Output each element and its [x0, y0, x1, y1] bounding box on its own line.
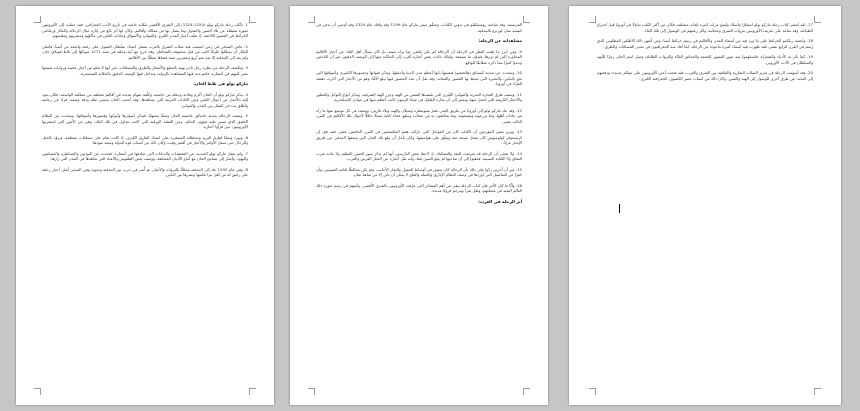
margin-corner-mark [34, 388, 41, 395]
paragraph: 11. ويصف طرق التجارة البحرية والموانئ الكبرى التي تقصدها السفن من الهند وجزر الهند الشرقية، ويذكر أنواع التوابل والعطور والأحجار الكريمة التي تُحمل منها، ويشير إلى أن تجارة الفلفل في ميناء الزيتون كانت أعظم منها في موانئ الإسكندرية. [316, 91, 522, 102]
paragraph: 12. وقد عاد ماركو بولو إلى أوروبا عن طريق البحر، فمرّ بسومطرة وسيلان والهند وبلاد فارس، ووصف في كل موضع منها ما رآه من عادات أهلها، وما يزرعونه ويصنعونه، وما يتعاملون به من عملات وسلع، فجاء كتابه سجلًا حافلًا لأحوال تلك الأقاليم في القرن الثالث عشر. [316, 107, 522, 124]
paragraph: 5. ويصف الرحالة مدينة خانبالق عاصمة الخان وصفًا مسهبًا، فيذكر أسوارها وأبوابها وقصورها وأسواقها، ويتحدث عن النظام الدقيق الذي تسير عليه شؤون الحكم، وعن العملة الورقية التي كانت تتداول في تلك البلاد، وهي من الأمور التي استغربها الأوروبيون حين قرأوا أخباره. [42, 113, 248, 129]
margin-corner-mark [34, 16, 41, 23]
section-heading: أثر الرحلة في الغرب: [478, 198, 522, 204]
paragraph: 18. واعتمد رسّامو الخرائط على ما ورد فيه من أسماء المدن والأقاليم في رسم خرائط آسيا، ومن أشهر ذلك الأطلس القطلوني الذي رُسم في القرن الرابع عشر، فقد ظهرت فيه أسماء كثيرة مأخوذة من الرحلة، كما أفاد منه الجغرافيون في تقدير المسافات والطرق. [597, 38, 813, 49]
margin-corner-mark [523, 16, 530, 23]
page-text-area[interactable] [316, 22, 522, 389]
paragraph: 16. وأيًّا ما كان الأمر فإن كتاب الرحلة يبقى من أهم المصادر التي عرّفت الأوروبيين بالشرق الأقصى، وأسهم في رسم صورة ذلك العالم البعيد في مخيلتهم، وظل يقرأ ويترجم قرونًا عديدة. [316, 182, 522, 193]
margin-corner-mark [308, 388, 315, 395]
paragraph: الفرنسية، وقد صاحبه روستيكيلو في تدوين الكتاب، وتحقّق سفر ماركو عام 1299 وقد وافاه عام 1324 وقد أوصى أن يدفن في كنيسة سان لورنزو بالبندقية. [316, 22, 522, 33]
margin-corner-mark [814, 388, 821, 395]
page-text-area[interactable] [597, 22, 813, 389]
paragraph: 9. ومن أبرز ما يلفت النظر في الرحلة أن الرحالة لم يكن يكتفي بما يراه بعينه، بل كان يسأل أهل البلاد عن أخبار الأقاليم المجاورة التي لم يزرها، فيدوّن ما يسمعه، ولذلك جاءت بعض أخباره أقرب إلى الحكاية منها إلى الوصف الدقيق، غير أن الباحثين وجدوا كثيرًا مما ذكره مطابقًا للواقع. [316, 48, 522, 65]
section-heading: مشاهداته عن الرحلة: [478, 38, 522, 43]
paragraph: 10. ويتحدث عن مدينة كينساي (هانغتشو) فيصفها بأنها أعظم مدن الدنيا وأجملها، ويذكر قنواتها وجسورها الكثيرة، وأسواقها التي تعج بالناس، والبحيرة التي تحيط بها القصور والمعابد، وقد نقل أن عدد الجسور فيها يبلغ آلافًا، وهو من الأخبار التي أثارت دهشة القرّاء في أوروبا. [316, 70, 522, 86]
margin-corner-mark [523, 388, 530, 395]
text-cursor [619, 204, 620, 213]
paragraph: 13. ويرى بعض المؤرخين أن الكتاب كان من العوامل التي حرّكت همم المكتشفين في القرن الخامس عشر، فقد قيل إن كريستوفر كولومبوس كان يحمل نسخة منه ويعلّق على هوامشها، وكان يأمل أن يبلغ بلاد الخان التي وصفها البندقي عن طريق الإبحار غربًا. [316, 129, 522, 145]
document-page-1[interactable] [16, 6, 274, 405]
margin-corner-mark [249, 16, 256, 23]
paragraph: 8. وفي عام 1295 عاد إلى البندقية محمّلًا بالثروات والأخبار، ثم أُسر في حرب بين البندقية وجنوة، وفي السجن أملى أخبار رحلته على رفيق له من أهل بيزا فكتبها ونشرها بين الناس. [42, 166, 248, 177]
paragraph: 6. ويورد وصفًا لطرق البريد ومحطاته المنتشرة على امتداد الطرق الكبرى، إذ كانت تقام على مسافات منتظمة، وتزوّد بالخيل والرجال حتى تنتقل الأوامر والأخبار في أقصر وقت، وكان ذلك من أسباب قوة الدولة وسعة نفوذها. [42, 134, 248, 145]
margin-corner-mark [589, 388, 596, 395]
paragraph: 14. ولا يخفى أن الرحلة قد تعرضت للنقد والتشكيك، إذ لاحظ بعض الدارسين أنها لم تذكر سور الصين العظيم ولا عادة شرب الشاي ولا الكتابة الصينية، فذهبوا إلى أن صاحبها لم يبلغ الصين قط، وأنه نقل أخباره عن التجار الفرس والعرب. [316, 150, 522, 161]
document-page-3[interactable] [569, 6, 841, 405]
margin-corner-mark [308, 16, 315, 23]
paragraph: 1. تأثّلت رحلة ماركو بولو (1254-1324) إلى الشرق الأقصى مكانة خاصة في تاريخ الأدب الجغرافي، فقد حملت إلى الأوروبيين صورة مفصّلة عن بلاد الصين والمغول وما يتصل بها من ممالك وأقاليم، وكان لها أثر بالغ في إثارة خيال الرحالة والتجّار ورسّامي الخرائط في العصور اللاحقة، إذ نقلت أخبار المدن الكبرى والموانئ والأسواق وعادات الناس في مأكلهم ومشربهم وملبسهم. [42, 22, 248, 38]
paragraph: 2. عاش البندقي في زمن اتسعت فيه صلات الشرق بالغرب بفضل امتداد سلطان المغول على رقعة واسعة من آسيا، فأمكن للتجّار أن يسلكوا طرقًا كانت من قبل محفوفة بالمخاطر، وقد خرج مع أبيه وعمّه في سنة 1271 متوجّهًا إلى بلاط قوبلاي خان، ولم يعد إلى البندقية إلا بعد نحو أربع وعشرين سنة قضاها متنقّلًا بين الأقاليم. [42, 43, 248, 60]
paragraph: 20. وقد أسهمت الرحلة في تعزيز الصلات التجارية والثقافية بين الشرق والغرب، فقد فتحت أعين الأوروبيين على عوالم جديدة، ودفعتهم إلى البحث عن طرق أخرى للوصول إلى الهند والصين، وكان ذلك من أسباب عصر الكشوف الجغرافية الكبرى. [597, 70, 813, 81]
paragraph: 4. يذكر ماركو بولو أن الخان أكرم وفادته وجعله من خاصته، وكلّفه بمهام عديدة في أقاليم مختلفة من مملكته الواسعة، فكان يعود إليه بالأخبار عن أحوال الناس وعن العادات الغريبة التي يشاهدها، وقد أعجب الخان بحسن نقله ودقة وصفه، فزاد في رعايته وأطلق يده في التنقل بين المدن والموانئ. [42, 91, 248, 108]
margin-corner-mark [814, 16, 821, 23]
margin-corner-mark [589, 16, 596, 23]
paragraph: 3. وتكشف الرحلة عن نظرة رجل تاجر يهتم بالسلع والأسعار والطرق والمسافات، غير أنها لا تخلو من أخبار عجيبة وروايات سمعها ممن لقيهم في أسفاره، فامتزجت فيها المشاهدة بالرواية، وتداخل فيها الوصف الدقيق بالحكاية المستغربة. [42, 65, 248, 76]
paragraph: 15. غير أن آخرين ردّوا على ذلك بأن الرحالة كان يعيش في أوساط المغول والتجار الأجانب، ولم يكن مخالطًا لعامة الصينيين، وأن كثيرًا من التفاصيل التي أوردها في وصف النظام الإداري والعملة والملح لا يمكن أن تأتي إلا من شاهد عيان. [316, 166, 522, 177]
document-page-2[interactable] [290, 6, 548, 405]
paragraph: 19. كما تأثر به الأدباء والشعراء، فاستلهموا منه صور القصور الفخمة والحدائق الغنّاء والثروات الطائلة، وصار اسم الخان رمزًا للأبهة والسلطان في الأدب الأوروبي. [597, 54, 813, 65]
page-text-area[interactable] [42, 22, 248, 389]
section-heading: ماركو بولو في بلاط الخان: [193, 81, 248, 86]
paragraph: 17. لقد انتشر كتاب رحلة ماركو بولو انتشارًا واسعًا، ونُسخ مرات كثيرة بلغات مختلفة، فكان من أكثر الكتب تداولًا في أوروبا قبل اختراع الطباعة، وقد ساعد على تعريف الأوروبيين بثروات الشرق وعجائبه، وأثار رغبتهم في الوصول إلى تلك البلاد. [597, 22, 813, 33]
margin-corner-mark [249, 388, 256, 395]
paragraph: 7. ولم يغفل ماركو بولو الحديث عن المعتقدات والديانات التي صادفها في أسفاره، فتحدث عن البوذيين والنساطرة والمسلمين واليهود، وأشار إلى تسامح الخان مع أتباع الأديان المختلفة، ووصف بعض الطقوس والأعياد التي شاهدها في المدن التي زارها. [42, 150, 248, 161]
